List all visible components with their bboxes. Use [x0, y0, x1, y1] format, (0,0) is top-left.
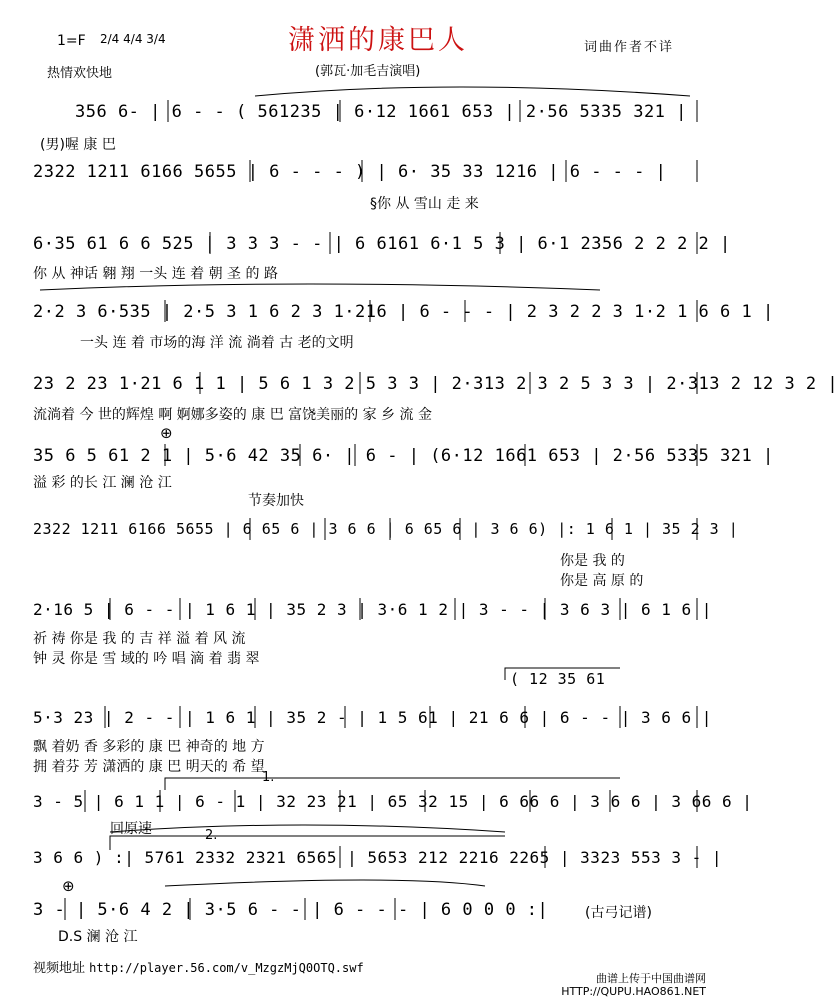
coda-sign-2-icon: ⊕	[62, 877, 75, 895]
lyric-row-2: §你 从 雪山 走 来	[370, 196, 479, 212]
coda-sign-icon: ⊕	[160, 424, 173, 442]
volta-2-label: 2.	[205, 828, 218, 843]
tempo-marking: 热情欢快地	[47, 66, 113, 81]
remark-speed-up: 节奏加快	[248, 493, 304, 509]
volta-1-label: 1.	[262, 770, 275, 785]
video-url-link[interactable]: http://player.56.com/v_MzgzMjQ0OTQ.swf	[89, 961, 364, 975]
lyric-row-9-verse-2: 拥 着芬 芳 潇洒的 康 巴 明天的 希 望	[33, 759, 265, 775]
key-signature: 1=F	[57, 33, 86, 49]
song-title: 潇洒的康巴人	[288, 25, 468, 56]
lyric-row-5: 流淌着 今 世的辉煌 啊 婀娜多姿的 康 巴 富饶美丽的 家 乡 流 金	[33, 407, 432, 423]
meter-2-4: 2/4	[100, 32, 120, 46]
bracket-phrase: ( 12 35 61	[510, 670, 606, 688]
notation-source: (古弓记谱)	[585, 905, 652, 921]
notes-row-6: 35 6 5 61 2 1 | 5·6 42 35 6· | 6 ‑ | (6·12 1661 653 | 2·56 5335 321 |	[33, 446, 774, 466]
video-label: 视频地址	[33, 961, 86, 976]
notes-row-2: 2322 1211 6166 5655 | 6 ‑ ‑ ‑ ) | 6· 35 33 1216 | 6 ‑ ‑ ‑ |	[33, 162, 667, 182]
video-address	[33, 957, 364, 976]
notes-row-5: 23 2 23 1·21 6 1 1 | 5 6 1 3 2 5 3 3 | 2·313 2 3 2 5 3 3 | 2·313 2 12 3 2 |	[33, 374, 838, 394]
meter-4-4: 4/4	[123, 32, 143, 46]
performer-subtitle: (郭瓦·加毛吉演唱)	[315, 64, 421, 79]
notes-row-10: 3 ‑ 5 | 6 1 1 | 6 ‑ 1 | 32 23 21 | 65 32 15 | 6 66 6 | 3 6 6 | 3 66 6 |	[33, 792, 753, 811]
lyric-row-9-verse-1: 飘 着奶 香 多彩的 康 巴 神奇的 地 方	[33, 739, 265, 755]
upload-notice-line-1: 曲谱上传于中国曲谱网	[596, 972, 706, 985]
notes-row-11: 3 6 6 ) :| 5761 2332 2321 6565 | 5653 212 2216 2265 | 3323 553 3 ‑ |	[33, 848, 723, 867]
notes-row-3: 6·35 61 6 6 525 | 3 3 3 ‑ ‑ | 6 6161 6·1 5 3 | 6·1 2356 2 2 2 2 |	[33, 234, 731, 254]
upload-notice	[561, 972, 706, 998]
notes-row-1: 356 6‑ | 6 ‑ ‑ ( 561235 | 6·12 1661 653 | 2·56 5335 321 |	[75, 102, 687, 122]
lyric-row-7-verse-1: 你是 我 的	[560, 553, 625, 569]
lyric-row-4: 一头 连 着 市场的海 洋 流 淌着 古 老的文明	[80, 335, 354, 351]
lyric-row-7-verse-2: 你是 高 原 的	[560, 573, 644, 589]
lyric-row-12: D.S 澜 沧 江	[58, 929, 138, 945]
notes-row-9: 5·3 23 | 2 ‑ ‑ | 1 6 1 | 35 2 ‑ | 1 5 61 | 21 6 6 | 6 ‑ ‑ | 3 6 6 |	[33, 708, 712, 727]
lyric-row-6: 溢 彩 的长 江 澜 沧 江	[33, 475, 172, 491]
remark-original-speed: 回原速	[110, 821, 152, 837]
credit-line: 词曲作者不详	[584, 40, 675, 55]
lyric-row-1: (男)喔 康 巴	[40, 137, 116, 153]
notes-row-4: 2·2 3 6·535 | 2·5 3 1 6 2 3 1·216 | 6 ‑ ‑ ‑ | 2 3 2 2 3 1·2 1 6 6 1 |	[33, 302, 774, 322]
notes-row-8: 2·16 5 | 6 ‑ ‑ | 1 6 1 | 35 2 3 | 3·6 1 2 | 3 ‑ ‑ | 3 6 3 | 6 1 6 |	[33, 600, 712, 619]
lyric-row-3: 你 从 神话 翱 翔 一头 连 着 朝 圣 的 路	[33, 266, 278, 282]
upload-notice-site-link[interactable]: HTTP://QUPU.HAO861.NET	[561, 985, 706, 998]
lyric-row-8-verse-1: 祈 祷 你是 我 的 吉 祥 溢 着 风 流	[33, 631, 246, 647]
meter-3-4: 3/4	[146, 32, 166, 46]
lyric-row-8-verse-2: 钟 灵 你是 雪 域的 吟 唱 滴 着 翡 翠	[33, 651, 260, 667]
notes-row-12: 3 ‑ | 5·6 4 2 | 3·5 6 ‑ ‑ | 6 ‑ ‑ ‑ | 6 0 0 0 :|	[33, 900, 549, 920]
notes-row-7: 2322 1211 6166 5655 | 6 65 6 | 3 6 6 | 6 65 6 | 3 6 6) |: 1 6 1 | 35 2 3 |	[33, 520, 739, 538]
